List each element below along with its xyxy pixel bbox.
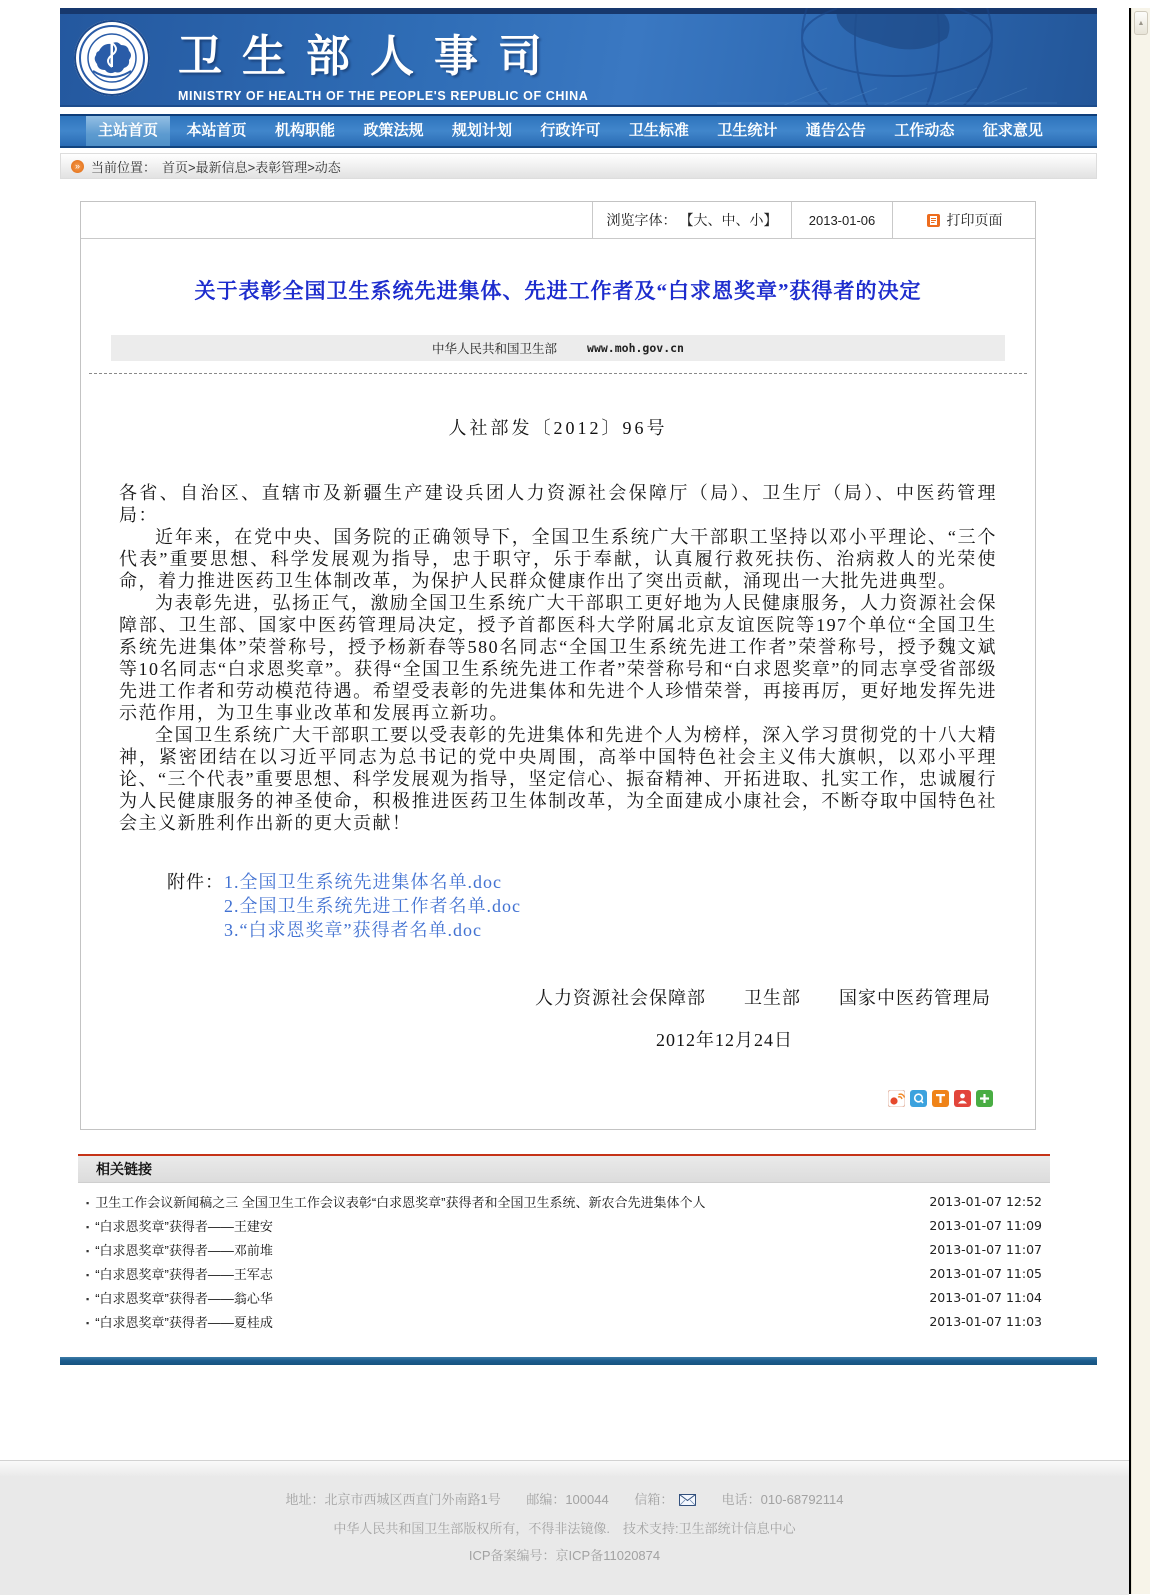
main-nav <box>60 114 1097 148</box>
bottom-divider <box>60 1357 1097 1365</box>
related-link-row <box>78 1189 1050 1213</box>
nav-item-statistics[interactable]: 卫生统计 <box>717 122 778 139</box>
attachment-link-3[interactable]: 3.“白求恩奖章”获得者名单.doc <box>224 920 482 940</box>
related-link-time: 2013-01-07 12:52 <box>929 1193 1042 1209</box>
article-container <box>80 201 1036 1130</box>
paragraph: 近年来，在党中央、国务院的正确领导下，全国卫生系统广大干部职工坚持以邓小平理论、“三个代表”重要思想、科学发展观为指导，忠于职守，乐于奉献，认真履行救死扶伤、治病救人的光荣使命，着力推进医药卫生体制改革，为保护人民群众健康作出了突出贡献，涌现出一大批先进典型。 <box>119 527 997 591</box>
related-links-title: 相关链接 <box>78 1156 1050 1183</box>
related-link-row <box>78 1285 1050 1309</box>
nav-item-planning[interactable]: 规划计划 <box>451 122 512 139</box>
toolbar-spacer <box>81 202 592 238</box>
footer-zip: 邮编：100044 <box>526 1492 609 1507</box>
renren-share-icon[interactable] <box>954 1090 971 1107</box>
signature: 人力资源社会保障部 卫生部 国家中医药管理局 <box>535 988 991 1008</box>
nav-item-notices[interactable]: 通告公告 <box>805 122 866 139</box>
dashed-divider <box>89 373 1027 374</box>
paragraph: 为表彰先进，弘扬正气，激励全国卫生系统广大干部职工更好地为人民健康服务，人力资源社会保障部、卫生部、国家中医药管理局决定，授予首都医科大学附属北京友谊医院等197个单位“全国卫生系统先进集体”荣誉称号，授予杨新春等580名同志“全国卫生系统先进工作者”荣誉称号，授予魏文斌等10名同志“白求恩奖章”。获得“全国卫生系统先进工作者”荣誉称号和“白求恩奖章”的同志享受省部级先进工作者和劳动模范待遇。希望受表彰的先进集体和先进个人珍惜荣誉，再接再厉，更好地发挥先进示范作用，为卫生事业改革和发展再立新功。 <box>119 593 997 723</box>
attachments <box>167 870 1035 942</box>
related-link-row <box>78 1261 1050 1285</box>
bullet-icon <box>86 1290 89 1305</box>
related-link[interactable]: “白求恩奖章”获得者——王军志 <box>95 1266 273 1282</box>
nav-item-standards[interactable]: 卫生标准 <box>628 122 689 139</box>
font-size-label: 浏览字体： <box>606 212 677 228</box>
footer-copyright: 中华人民共和国卫生部版权所有，不得非法镜像. 技术支持:卫生部统计信息中心 <box>333 1521 796 1536</box>
nav-item-feedback[interactable]: 征求意见 <box>982 122 1043 139</box>
attachments-list <box>224 870 521 942</box>
chevron-up-icon <box>1138 20 1145 27</box>
source-url: www.moh.gov.cn <box>587 341 684 355</box>
related-link-row <box>78 1309 1050 1333</box>
footer-contact-line <box>0 1486 1129 1515</box>
printer-icon <box>926 213 941 228</box>
bullet-icon <box>86 1266 89 1281</box>
related-link-time: 2013-01-07 11:05 <box>929 1265 1042 1281</box>
related-link-time: 2013-01-07 11:07 <box>929 1241 1042 1257</box>
source-name: 中华人民共和国卫生部 <box>432 342 558 356</box>
bullet-icon <box>86 1194 89 1209</box>
related-link[interactable]: “白求恩奖章”获得者——翁心华 <box>95 1290 273 1306</box>
ministry-emblem-icon <box>79 25 145 91</box>
location-arrow-icon <box>71 160 84 173</box>
ministry-logo <box>74 20 150 96</box>
footer-mailbox-label: 信箱： <box>634 1492 674 1507</box>
bullet-icon <box>86 1242 89 1257</box>
paragraph-addressee: 各省、自治区、直辖市及新疆生产建设兵团人力资源社会保障厅（局）、卫生厅（局）、中医药管理局： <box>119 483 997 525</box>
related-link-time: 2013-01-07 11:03 <box>929 1313 1042 1329</box>
footer-phone: 电话：010-68792114 <box>721 1492 844 1507</box>
footer-icp: ICP备案编号：京ICP备11020874 <box>468 1548 661 1563</box>
sina-weibo-share-icon[interactable] <box>888 1090 905 1107</box>
bullet-icon <box>86 1218 89 1233</box>
related-link-row <box>78 1237 1050 1261</box>
paragraph: 全国卫生系统广大干部职工要以受表彰的先进集体和先进个人为榜样，深入学习贯彻党的十八大精神，紧密团结在以习近平同志为总书记的党中央周围，高举中国特色社会主义伟大旗帜，以邓小平理论、“三个代表”重要思想、科学发展观为指导，坚定信心、振奋精神、开拓进取、扎实工作，忠诚履行为人民健康服务的神圣使命，积极推进医药卫生体制改革，为全面建成小康社会，不断夺取中国特色社会主义新胜利作出新的更大贡献！ <box>119 725 997 833</box>
article-title: 关于表彰全国卫生系统先进集体、先进工作者及“白求恩奖章”获得者的决定 <box>194 279 922 303</box>
page-content-column <box>60 8 1097 1365</box>
font-size-control <box>592 202 791 238</box>
site-subtitle: MINISTRY OF HEALTH OF THE PEOPLE'S REPUBLIC OF CHINA <box>178 89 589 103</box>
mail-envelope-icon[interactable] <box>679 1488 696 1515</box>
attachments-label: 附件： <box>167 872 224 892</box>
attachment-link-2[interactable]: 2.全国卫生系统先进工作者名单.doc <box>224 896 521 916</box>
related-links-list <box>78 1183 1050 1343</box>
related-link[interactable]: “白求恩奖章”获得者——王建安 <box>95 1218 273 1234</box>
source-bar <box>111 335 1005 361</box>
page-footer <box>0 1460 1129 1595</box>
scrollbar[interactable] <box>1131 8 1150 1594</box>
article-date: 2013-01-06 <box>791 202 892 238</box>
article-body <box>119 482 997 834</box>
print-page-button[interactable] <box>892 202 1035 238</box>
attachment-link-1[interactable]: 1.全国卫生系统先进集体名单.doc <box>224 872 502 892</box>
bullet-icon <box>86 1314 89 1329</box>
nav-item-policies[interactable]: 政策法规 <box>363 122 424 139</box>
related-links-section <box>78 1154 1050 1343</box>
related-link[interactable]: “白求恩奖章”获得者——夏桂成 <box>95 1314 273 1330</box>
nav-item-licensing[interactable]: 行政许可 <box>540 122 601 139</box>
related-link-time: 2013-01-07 11:04 <box>929 1289 1042 1305</box>
nav-item-site-home[interactable]: 本站首页 <box>186 122 247 139</box>
print-page-label: 打印页面 <box>946 212 1003 228</box>
font-size-links[interactable]: 【大、中、小】 <box>679 212 778 228</box>
signature-date: 2012年12月24日 <box>656 1030 793 1050</box>
breadcrumb <box>60 153 1097 179</box>
nav-item-work-updates[interactable]: 工作动态 <box>894 122 955 139</box>
related-link[interactable]: 卫生工作会议新闻稿之三 全国卫生工作会议表彰“白求恩奖章”获得者和全国卫生系统、新农合先进集体个人 <box>95 1194 706 1210</box>
nav-item-main-home[interactable]: 主站首页 <box>86 116 170 146</box>
more-share-icon[interactable] <box>976 1090 993 1107</box>
scroll-up-button[interactable] <box>1134 11 1148 35</box>
article-toolbar <box>81 202 1035 239</box>
site-title: 卫生部人事司 <box>178 32 562 81</box>
breadcrumb-prefix: 当前位置： <box>91 159 157 175</box>
related-link[interactable]: “白求恩奖章”获得者——邓前堆 <box>95 1242 273 1258</box>
taobao-share-icon[interactable] <box>932 1090 949 1107</box>
site-banner <box>60 8 1097 107</box>
nav-item-functions[interactable]: 机构职能 <box>274 122 335 139</box>
related-link-row <box>78 1213 1050 1237</box>
related-link-time: 2013-01-07 11:09 <box>929 1217 1042 1233</box>
footer-mailbox <box>634 1492 699 1507</box>
footer-address: 地址：北京市西城区西直门外南路1号 <box>285 1492 501 1507</box>
qzone-share-icon[interactable] <box>910 1090 927 1107</box>
document-number: 人社部发〔2012〕96号 <box>448 418 668 438</box>
breadcrumb-path[interactable]: 首页>最新信息>表彰管理>动态 <box>162 159 341 175</box>
share-buttons <box>81 1090 993 1107</box>
